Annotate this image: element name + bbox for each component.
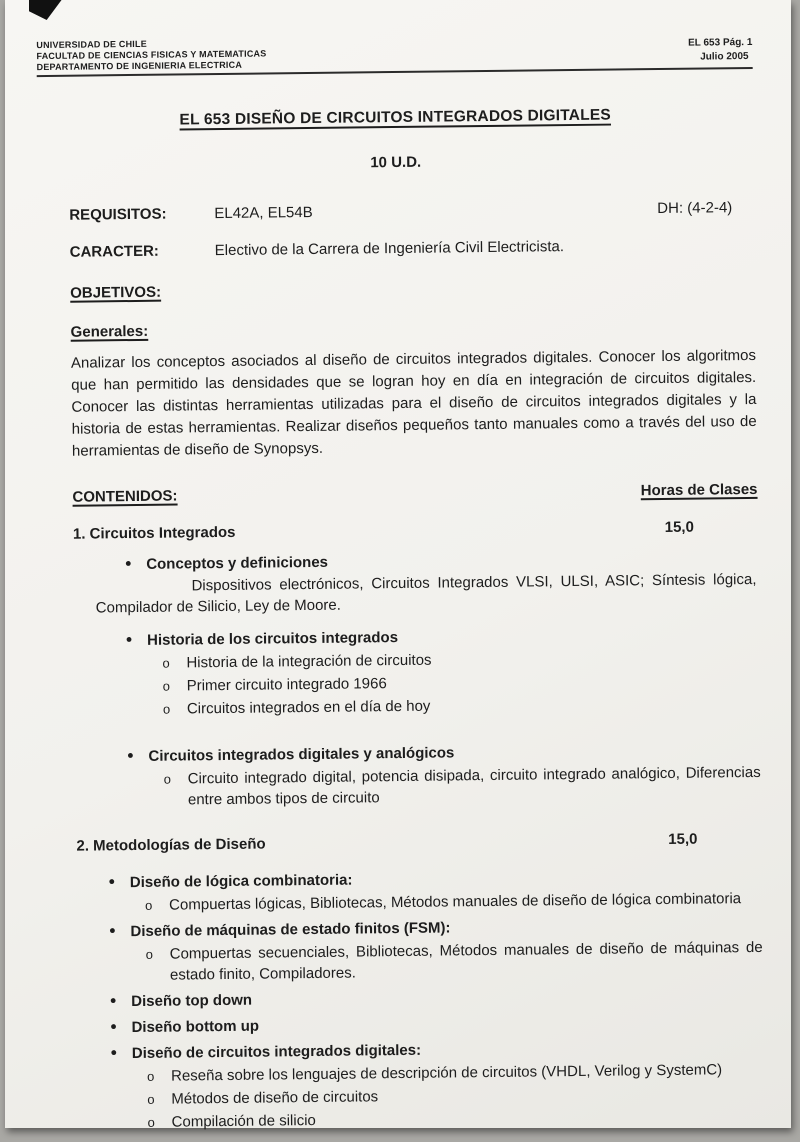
bullet-label: Diseño de circuitos integrados digitales:	[131, 1041, 422, 1063]
section-1	[73, 518, 761, 812]
bullet-description: Dispositivos electrónicos, Circuitos Integrados VLSI, ULSI, ASIC; Síntesis lógica, Compilador de Silicio, Ley de Moore.	[95, 570, 757, 617]
institution-block	[36, 37, 266, 73]
bullet-label: Diseño de máquinas de estado finitos (FSM):	[130, 919, 451, 941]
sub-item: o Reseña sobre los lenguajes de descripción de circuitos (VHDL, Verilog y SystemC)	[145, 1059, 764, 1087]
document-page	[5, 0, 791, 1131]
requisitos-label: REQUISITOS:	[69, 205, 167, 224]
sub-item: o Compuertas secuenciales, Bibliotecas, Métodos manuales de diseño de máquinas de estado finito, Compiladores.	[144, 937, 763, 986]
requisitos-value: EL42A, EL54B	[214, 203, 313, 223]
bullet-label: Conceptos y definiciones	[146, 553, 329, 573]
section-title: 1. Circuitos Integrados	[72, 523, 236, 543]
bullet-label: Historia de los circuitos integrados	[147, 629, 399, 649]
section-1-items	[95, 547, 761, 811]
requisitos-row	[69, 199, 754, 224]
objetivos-heading-row	[70, 277, 755, 302]
section-2	[76, 830, 764, 1134]
bullet-label: Circuitos integrados digitales y analógicos	[148, 744, 455, 765]
sub-item: o Historia de la integración de circuitos	[160, 646, 759, 674]
caracter-label: CARACTER:	[69, 242, 159, 261]
caracter-row	[70, 236, 755, 261]
document-body	[69, 199, 764, 1134]
sub-item: o Primer circuito integrado 1966	[161, 669, 760, 697]
institution-line-2: FACULTAD DE CIENCIAS FISICAS Y MATEMATICAS	[36, 48, 267, 62]
section-hours: 15,0	[664, 518, 694, 536]
bullet-item	[108, 1010, 763, 1038]
generales-heading: Generales:	[70, 322, 149, 341]
course-page-ref: EL 653 Pág. 1	[688, 36, 753, 49]
section-hours: 15,0	[668, 830, 698, 848]
sub-item: o Compuertas lógicas, Bibliotecas, Métodos manuales de diseño de lógica combinatoria	[143, 888, 762, 916]
sub-item: o Compilación de silicio	[145, 1105, 764, 1133]
section-1-header	[73, 518, 758, 543]
section-2-header	[76, 830, 761, 855]
bullet-label: Diseño top down	[131, 991, 253, 1011]
contenidos-heading-row	[72, 481, 757, 506]
objetivos-paragraph: Analizar los conceptos asociados al diseño de circuitos integrados digitales. Conocer los algoritmos que han permitido las densidades que se logran hoy en día en integración de circuitos digitales. Conocer las distintas herramientas utilizadas para el diseño de circuitos integrados digitales y la historia de estas herramientas. Realizar diseños pequeños tanto manuales como a través del uso de herramientas de diseño de Synopsys.	[70, 346, 757, 460]
sub-item: o Métodos de diseño de circuitos	[145, 1082, 764, 1110]
document-date: Julio 2005	[700, 50, 749, 63]
hours-column-heading: Horas de Clases	[640, 480, 758, 500]
header-right-block	[686, 36, 753, 66]
objetivos-heading: OBJETIVOS:	[70, 283, 162, 302]
bullet-label: Diseño bottom up	[131, 1017, 260, 1037]
dh-value: DH: (4-2-4)	[657, 199, 733, 218]
generales-heading-row	[71, 316, 756, 341]
institution-line-1: UNIVERSIDAD DE CHILE	[36, 38, 147, 51]
sub-item: o Circuito integrado digital, potencia disipada, circuito integrado analógico, Diferencias entre ambos tipos de circuito	[162, 762, 761, 811]
section-2-items	[107, 865, 765, 1133]
contenidos-heading: CONTENIDOS:	[72, 487, 178, 506]
course-units: 10 U.D.	[370, 153, 422, 172]
sub-item: o Circuitos integrados en el día de hoy	[161, 692, 760, 720]
course-title: EL 653 DISEÑO DE CIRCUITOS INTEGRADOS DIGITALES	[179, 106, 611, 129]
caracter-value: Electivo de la Carrera de Ingeniería Civil Electricista.	[214, 238, 565, 260]
institution-line-3: DEPARTAMENTO DE INGENIERIA ELECTRICA	[36, 59, 243, 73]
page-header	[36, 32, 752, 77]
bullet-item	[108, 984, 763, 1012]
section-title: 2. Metodologías de Diseño	[76, 835, 266, 855]
bullet-label: Diseño de lógica combinatoria:	[129, 871, 353, 892]
